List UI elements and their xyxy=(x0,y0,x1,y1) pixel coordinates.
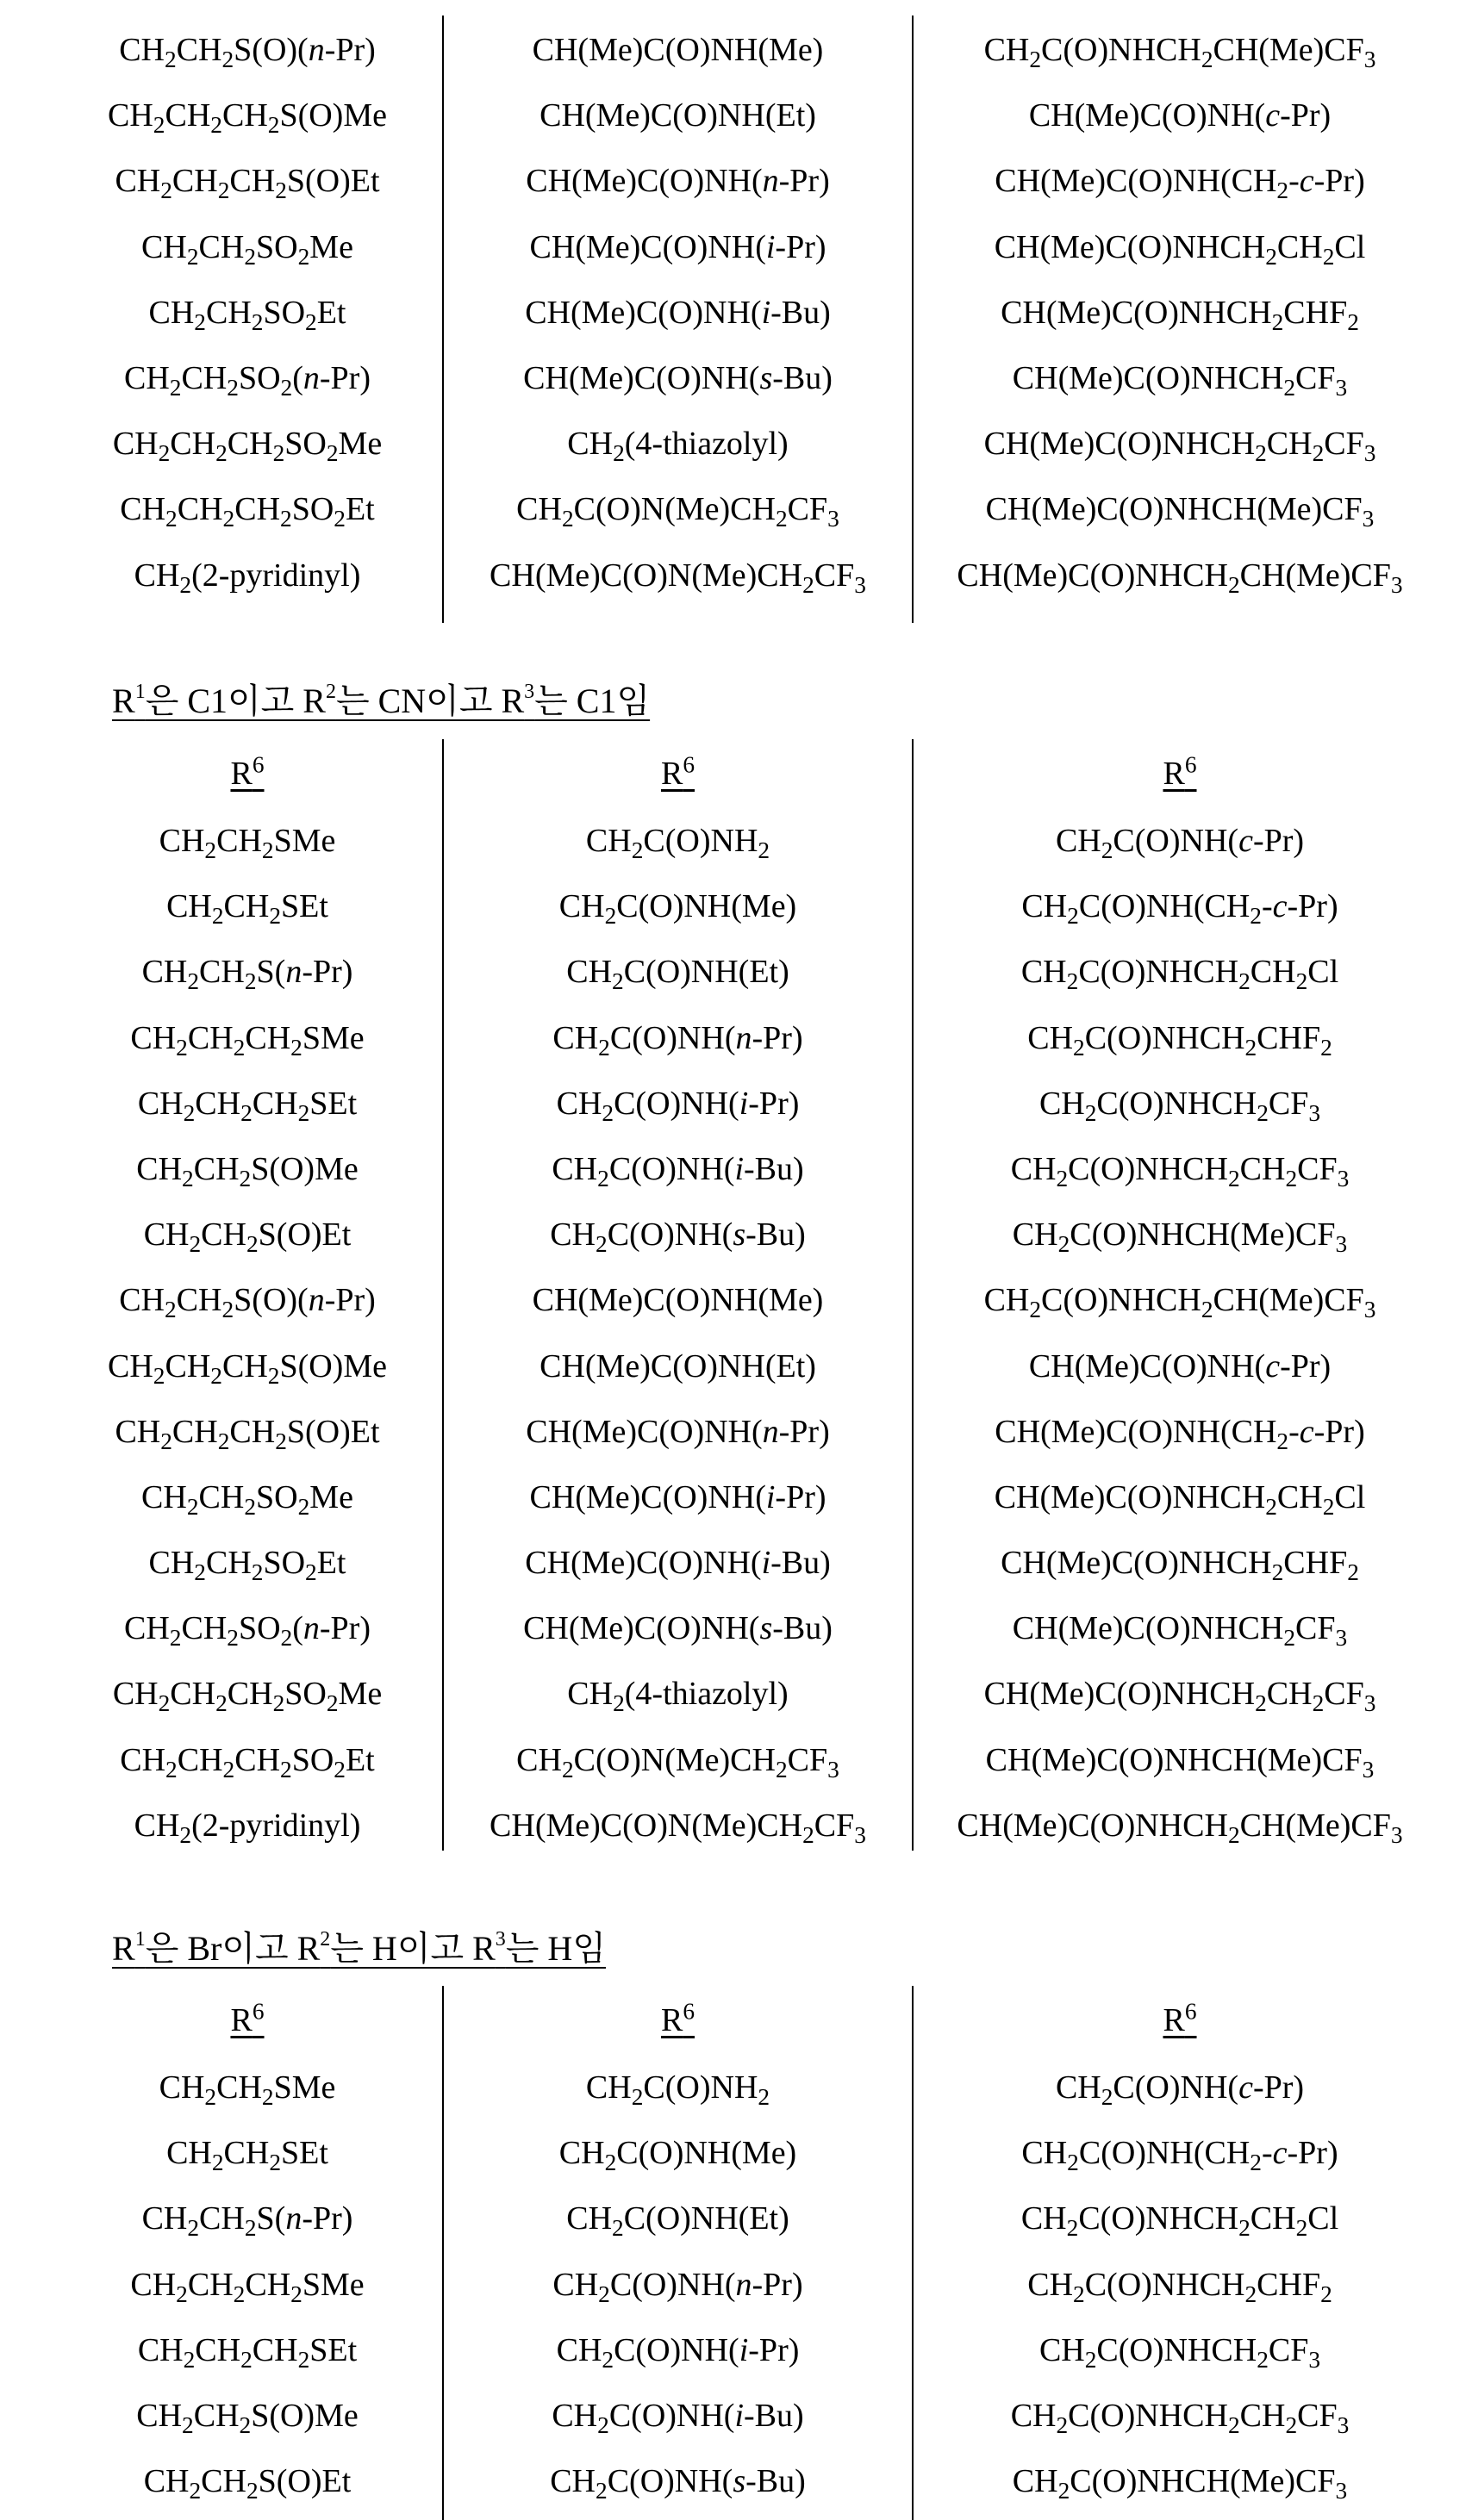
substituent-cell: CH(Me)C(O)N(Me)CH2CF3 xyxy=(443,543,913,608)
substituent-cell: CH2C(O)NH(Et) xyxy=(443,939,913,1005)
substituent-cell: CH2C(O)NH(Me) xyxy=(443,2120,913,2186)
substituent-cell: CH(Me)C(O)NHCH2CH2Cl xyxy=(913,215,1447,280)
substituent-cell: CH(Me)C(O)NHCH2CF3 xyxy=(913,345,1447,411)
substituent-cell: CH2CH2SEt xyxy=(52,2120,443,2186)
substituent-cell: CH2(2-pyridinyl) xyxy=(52,1793,443,1858)
substituent-cell: CH2CH2SO2(n-Pr) xyxy=(52,1596,443,1661)
substituent-cell: CH2(4-thiazolyl) xyxy=(443,411,913,476)
substituent-cell: CH2C(O)NH(i-Pr) xyxy=(443,1071,913,1136)
substituent-cell: CH(Me)C(O)NHCH(Me)CF3 xyxy=(913,476,1447,542)
r6-column-3 xyxy=(913,17,1447,608)
column-header: R6 xyxy=(913,739,1447,808)
substituent-cell: CH(Me)C(O)NHCH2CH2Cl xyxy=(913,1465,1447,1530)
substituent-cell: CH2C(O)NH(Me) xyxy=(443,874,913,939)
substituent-cell: CH2C(O)NH(i-Pr) xyxy=(443,2318,913,2383)
substituent-cell: CH(Me)C(O)NHCH2CH2CF3 xyxy=(913,411,1447,476)
substituent-cell: CH(Me)C(O)NH(Et) xyxy=(443,83,913,148)
substituent-cell: CH2CH2CH2S(O)Et xyxy=(52,1399,443,1465)
substituent-cell: CH(Me)C(O)NH(n-Pr) xyxy=(443,148,913,214)
substituent-cell: CH(Me)C(O)NH(Et) xyxy=(443,1334,913,1399)
column-header: R6 xyxy=(443,739,913,808)
r6-column-1 xyxy=(52,739,443,1858)
substituent-cell: CH2CH2CH2SO2Et xyxy=(52,1727,443,1793)
substituent-cell: CH(Me)C(O)NHCH2CHF2 xyxy=(913,280,1447,345)
substituent-cell: CH2C(O)NHCH2CH2CF3 xyxy=(913,1136,1447,1202)
substituent-cell: CH2C(O)NH2 xyxy=(443,2055,913,2120)
substituent-cell: CH(Me)C(O)NH(CH2-c-Pr) xyxy=(913,148,1447,214)
substituent-cell: CH(Me)C(O)N(Me)CH2CF3 xyxy=(443,1793,913,1858)
substituent-cell: CH2CH2S(O)Me xyxy=(52,2383,443,2448)
r6-column-3 xyxy=(913,739,1447,1858)
column-header: R6 xyxy=(913,1986,1447,2055)
substituent-cell: CH2CH2S(O)(n-Pr) xyxy=(52,1267,443,1333)
substituent-cell: CH2C(O)NHCH2CHF2 xyxy=(913,2252,1447,2318)
substituent-cell: CH2C(O)NH(s-Bu) xyxy=(443,1202,913,1267)
substituent-cell: CH2C(O)NHCH2CF3 xyxy=(913,1071,1447,1136)
substituent-cell: CH2C(O)NH(s-Bu) xyxy=(443,2448,913,2514)
substituent-cell: CH(Me)C(O)NH(i-Pr) xyxy=(443,215,913,280)
substituent-cell: CH(Me)C(O)NH(s-Bu) xyxy=(443,1596,913,1661)
substituent-cell: CH2C(O)NHCH(Me)CF3 xyxy=(913,1202,1447,1267)
r6-column-2 xyxy=(443,1986,913,2514)
substituent-cell: CH2CH2CH2S(O)Me xyxy=(52,83,443,148)
substituent-cell: CH(Me)C(O)NH(c-Pr) xyxy=(913,83,1447,148)
substituent-cell: CH2CH2S(O)Me xyxy=(52,1136,443,1202)
r6-column-1 xyxy=(52,17,443,608)
substituent-cell: CH(Me)C(O)NHCH(Me)CF3 xyxy=(913,1727,1447,1793)
substituent-cell: CH2C(O)NHCH2CH(Me)CF3 xyxy=(913,1267,1447,1333)
substituent-cell: CH(Me)C(O)NHCH2CHF2 xyxy=(913,1530,1447,1596)
substituent-cell: CH2CH2S(O)(n-Pr) xyxy=(52,17,443,83)
substituent-cell: CH2CH2CH2SEt xyxy=(52,2318,443,2383)
r6-column-3 xyxy=(913,1986,1447,2514)
substituent-cell: CH(Me)C(O)NH(s-Bu) xyxy=(443,345,913,411)
substituent-cell: CH2C(O)NH(Et) xyxy=(443,2186,913,2251)
substituent-cell: CH(Me)C(O)NHCH2CF3 xyxy=(913,1596,1447,1661)
substituent-cell: CH(Me)C(O)NHCH2CH2CF3 xyxy=(913,1661,1447,1727)
substituent-cell: CH2C(O)NHCH2CHF2 xyxy=(913,1005,1447,1071)
substituent-cell: CH2CH2S(n-Pr) xyxy=(52,2186,443,2251)
substituent-cell: CH2CH2SO2Et xyxy=(52,1530,443,1596)
substituent-cell: CH2CH2CH2S(O)Me xyxy=(52,1334,443,1399)
column-header: R6 xyxy=(52,739,443,808)
substituent-cell: CH2(2-pyridinyl) xyxy=(52,543,443,608)
substituent-cell: CH2CH2CH2SEt xyxy=(52,1071,443,1136)
substituent-cell: CH2C(O)N(Me)CH2CF3 xyxy=(443,1727,913,1793)
substituent-cell: CH(Me)C(O)NH(i-Bu) xyxy=(443,1530,913,1596)
section-heading: R1은 C1이고 R2는 CN이고 R3는 C1임 xyxy=(112,674,650,723)
substituent-cell: CH2C(O)N(Me)CH2CF3 xyxy=(443,476,913,542)
substituent-cell: CH2CH2SMe xyxy=(52,2055,443,2120)
substituent-cell: CH2CH2S(n-Pr) xyxy=(52,939,443,1005)
substituent-cell: CH(Me)C(O)NH(c-Pr) xyxy=(913,1334,1447,1399)
substituent-cell: CH2CH2SO2(n-Pr) xyxy=(52,345,443,411)
substituent-cell: CH2C(O)NH(c-Pr) xyxy=(913,808,1447,874)
substituent-cell: CH(Me)C(O)NH(CH2-c-Pr) xyxy=(913,1399,1447,1465)
substituent-cell: CH2C(O)NH(n-Pr) xyxy=(443,2252,913,2318)
substituent-cell: CH2C(O)NHCH2CH2Cl xyxy=(913,2186,1447,2251)
substituent-cell: CH2CH2SEt xyxy=(52,874,443,939)
substituent-cell: CH2(4-thiazolyl) xyxy=(443,1661,913,1727)
substituent-cell: CH2C(O)NHCH(Me)CF3 xyxy=(913,2448,1447,2514)
substituent-cell: CH2CH2CH2SO2Me xyxy=(52,411,443,476)
substituent-cell: CH2C(O)NH(i-Bu) xyxy=(443,2383,913,2448)
column-header: R6 xyxy=(52,1986,443,2055)
substituent-cell: CH2C(O)NHCH2CH(Me)CF3 xyxy=(913,17,1447,83)
r6-column-2 xyxy=(443,17,913,608)
substituent-cell: CH(Me)C(O)NH(n-Pr) xyxy=(443,1399,913,1465)
substituent-cell: CH2C(O)NH(i-Bu) xyxy=(443,1136,913,1202)
substituent-cell: CH(Me)C(O)NHCH2CH(Me)CF3 xyxy=(913,1793,1447,1858)
section-heading: R1은 Br이고 R2는 H이고 R3는 H임 xyxy=(112,1921,606,1970)
substituent-cell: CH2C(O)NHCH2CH2CF3 xyxy=(913,2383,1447,2448)
substituent-cell: CH2C(O)NH(CH2-c-Pr) xyxy=(913,874,1447,939)
substituent-cell: CH2CH2CH2SO2Me xyxy=(52,1661,443,1727)
substituent-cell: CH2CH2SMe xyxy=(52,808,443,874)
substituent-cell: CH2C(O)NHCH2CH2Cl xyxy=(913,939,1447,1005)
r6-column-2 xyxy=(443,739,913,1858)
substituent-cell: CH2C(O)NHCH2CF3 xyxy=(913,2318,1447,2383)
r6-column-1 xyxy=(52,1986,443,2514)
substituent-cell: CH(Me)C(O)NH(Me) xyxy=(443,17,913,83)
substituent-cell: CH2CH2CH2S(O)Et xyxy=(52,148,443,214)
substituent-cell: CH(Me)C(O)NH(Me) xyxy=(443,1267,913,1333)
substituent-cell: CH2CH2CH2SMe xyxy=(52,1005,443,1071)
substituent-cell: CH2C(O)NH2 xyxy=(443,808,913,874)
substituent-cell: CH2CH2CH2SMe xyxy=(52,2252,443,2318)
substituent-cell: CH(Me)C(O)NH(i-Pr) xyxy=(443,1465,913,1530)
substituent-cell: CH2CH2SO2Et xyxy=(52,280,443,345)
substituent-cell: CH2CH2SO2Me xyxy=(52,215,443,280)
substituent-cell: CH(Me)C(O)NH(i-Bu) xyxy=(443,280,913,345)
substituent-cell: CH2C(O)NH(CH2-c-Pr) xyxy=(913,2120,1447,2186)
substituent-cell: CH2CH2SO2Me xyxy=(52,1465,443,1530)
substituent-cell: CH(Me)C(O)NHCH2CH(Me)CF3 xyxy=(913,543,1447,608)
substituent-cell: CH2C(O)NH(n-Pr) xyxy=(443,1005,913,1071)
substituent-cell: CH2CH2CH2SO2Et xyxy=(52,476,443,542)
substituent-cell: CH2C(O)NH(c-Pr) xyxy=(913,2055,1447,2120)
substituent-cell: CH2CH2S(O)Et xyxy=(52,2448,443,2514)
substituent-cell: CH2CH2S(O)Et xyxy=(52,1202,443,1267)
column-header: R6 xyxy=(443,1986,913,2055)
